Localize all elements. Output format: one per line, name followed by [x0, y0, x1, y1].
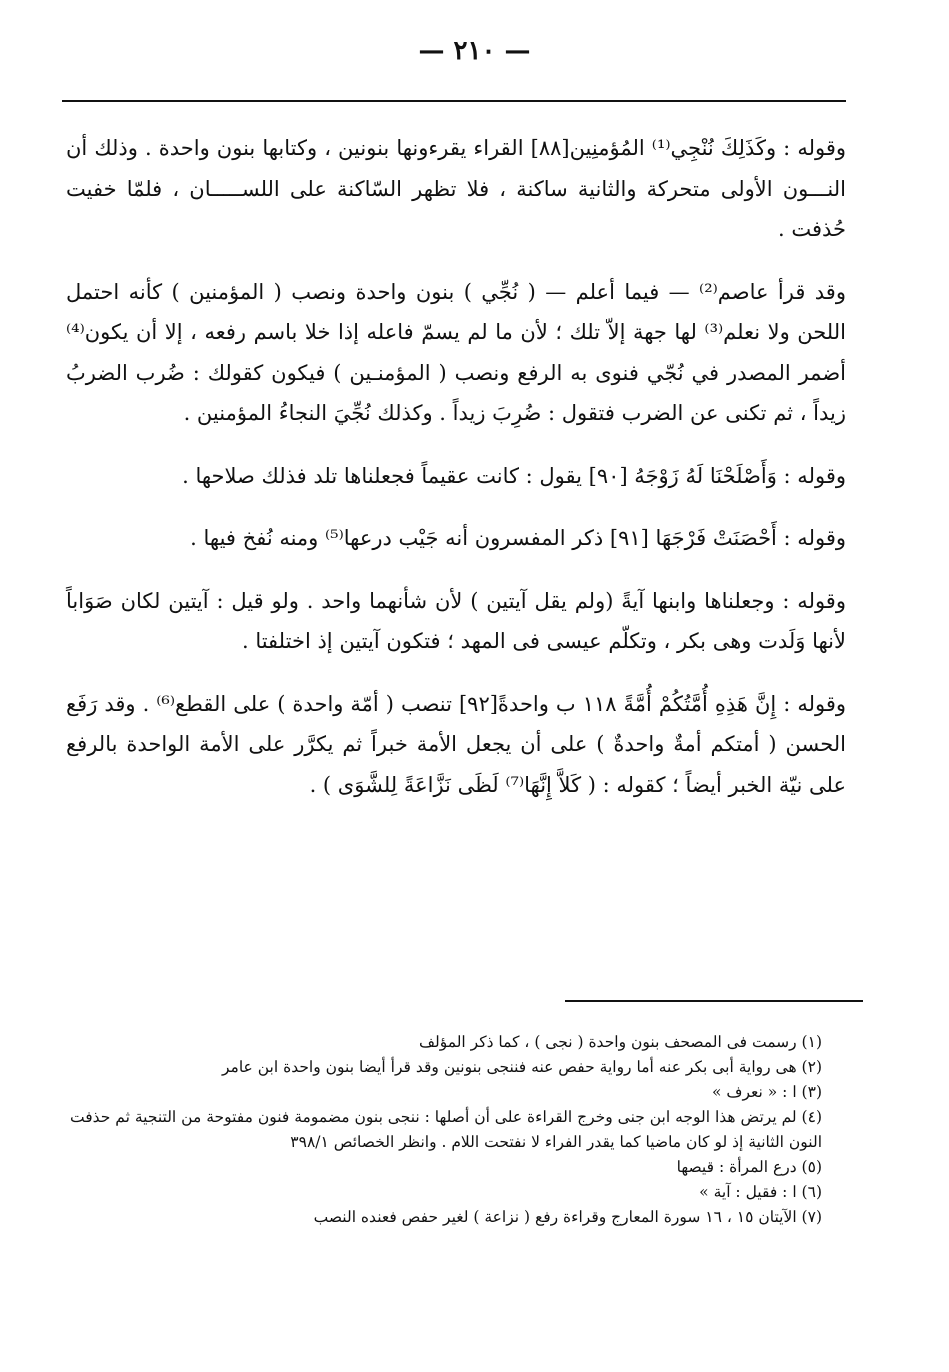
footnote: (٣) ا : « نعرف »: [712, 1083, 822, 1101]
footnote: (٢) هى رواية أبى بكر عنه أما رواية حفص عنه فننجى بنونين وقد قرأ أيضا بنون واحدة ابن عامر: [221, 1058, 822, 1076]
paragraph: وقوله : وَأَصْلَحْنَا لَهُ زَوْجَهُ [٩٠] يقول : كانت عقيماً فجعلناها تلد فذلك صلاحها .: [182, 463, 846, 488]
footnotes: [66, 1030, 822, 1230]
footnote: (٤) لم يرتض هذا الوجه ابن جنى وخرج القراءة على أن أصلها : ننجى بنون مضمومة فنون مفتوحة من التنجية ثم حذفت النون الثانية إذ لو كان ماضيا كما يقدر الفراء لا نفتحت اللام . وانظر الخصائص ٣٩٨/١: [70, 1108, 822, 1151]
footnote: (٧) الآيتان ١٥ ، ١٦ سورة المعارج وقراءة رفع ( نزاعة ) لغير حفص فعنده النصب: [313, 1208, 822, 1226]
paragraph: وقوله : وجعلناها وابنها آيةً (ولم يقل آيتين ) لأن شأنهما واحد . ولو قيل : آيتين لكان صَوَاباً لأنها وَلَدت وهى بكر ، وتكلّم عيسى فى المهد ؛ فتكون آيتين إذ اختلفتا .: [66, 588, 846, 653]
paragraph: وقوله : وكَذَلِكَ نُنْجِي⁽¹⁾ المُؤمنِين[٨٨] القراء يقرءونها بنونين ، وكتابها بنون واحدة . وذلك أن النـــون الأولى متحركة والثانية ساكنة ، فلا تظهر السّاكنة على اللســـــان ، فلمّا خفيت حُذفت .: [66, 136, 846, 241]
footnote-divider: [565, 1000, 863, 1002]
main-text: [66, 128, 846, 827]
paragraph: وقد قرأ عاصم⁽²⁾ — فيما أعلم — ( نُجِّي ) بنون واحدة ونصب ( المؤمنين ) كأنه احتمل اللحن ولا نعلم⁽³⁾ لها جهة إلاّ تلك ؛ لأن ما لم يسمّ فاعله إذا خلا باسم رفعه ، إلا أن يكون⁽⁴⁾ أضمر المصدر في نُجّي فنوى به الرفع ونصب ( المؤمنـين ) فيكون كقولك : ضُرب الضربُ زيداً ، ثم تكنى عن الضرب فتقول : ضُرِبَ زيداً . وكذلك نُجِّيَ النجاءُ المؤمنين .: [66, 279, 846, 425]
footnote: (١) رسمت فى المصحف بنون واحدة ( نجى ) ، كما ذكر المؤلف: [418, 1033, 822, 1051]
footnote: (٥) درع المرأة : قيصها: [676, 1158, 822, 1176]
paragraph: وقوله : أَحْصَنَتْ فَرْجَهَا [٩١] ذكر المفسرون أنه جَيْب درعها⁽⁵⁾ ومنه نُفخ فيها .: [190, 526, 846, 550]
header-divider: [62, 100, 846, 102]
footnote: (٦) ا : فقيل : آية »: [699, 1183, 822, 1201]
page-number: — ٢١٠ —: [418, 36, 531, 66]
paragraph: وقوله : إِنَّ هَذِهِ أُمَّتُكُمْ أُمَّةً ١١٨ ب واحدةً[٩٢] تنصب ( أمّة واحدة ) على القطع⁽⁶⁾ . وقد رَفَع الحسن ( أمتكم أمةٌ واحدةٌ ) على أن يجعل الأمة خبراً ثم يكرَّر على الأمة الواحدة بالرفع على نيّة الخبر أيضاً ؛ كقوله : ( كَلاَّ إِنَّهَا⁽⁷⁾ لَظَى نَزَّاعَةً لِلشَّوَى ) .: [66, 691, 846, 797]
